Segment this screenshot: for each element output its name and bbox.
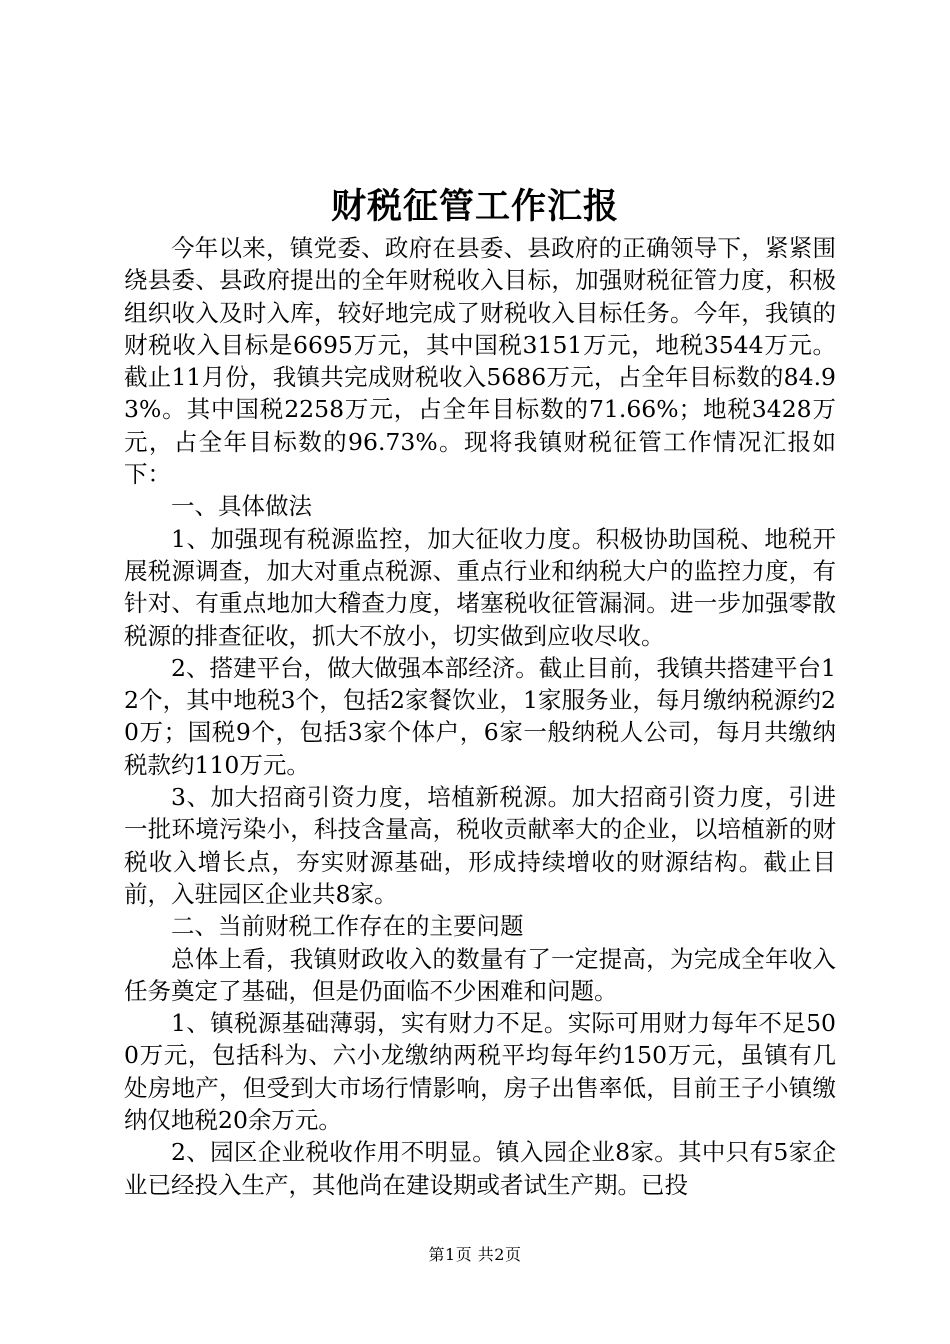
problem-item-1: 1、镇税源基础薄弱，实有财力不足。实际可用财力每年不足500万元，包括科为、六小龙缴纳两税平均每年约150万元，虽镇有几处房地产，但受到大市场行情影响，房子出售率低，目前王子小镇缴纳仅地税20余万元。 [124, 1009, 836, 1135]
section-heading-problems: 二、当前财税工作存在的主要问题 [171, 912, 524, 941]
practice-item-1: 1、加强现有税源监控，加大征收力度。积极协助国税、地税开展税源调查，加大对重点税源、重点行业和纳税大户的监控力度，有针对、有重点地加大稽查力度，堵塞税收征管漏洞。进一步加强零散税源的排查征收，抓大不放小，切实做到应收尽收。 [124, 524, 836, 650]
problem-item-2: 2、园区企业税收作用不明显。镇入园企业8家。其中只有5家企业已经投入生产，其他尚在建设期或者试生产期。已投 [124, 1138, 836, 1199]
practice-item-3: 3、加大招商引资力度，培植新税源。加大招商引资力度，引进一批环境污染小，科技含量高，税收贡献率大的企业，以培植新的财税收入增长点，夯实财源基础，形成持续增收的财源结构。截止目前，入驻园区企业共8家。 [124, 783, 836, 908]
problems-overview-paragraph: 总体上看，我镇财政收入的数量有了一定提高，为完成全年收入任务奠定了基础，但是仍面临不少困难和问题。 [124, 944, 836, 1005]
intro-paragraph: 今年以来，镇党委、政府在县委、县政府的正确领导下，紧紧围绕县委、县政府提出的全年财税收入目标，加强财税征管力度，积极组织收入及时入库，较好地完成了财税收入目标任务。今年，我镇的财税收入目标是6695万元，其中国税3151万元，地税3544万元。截止11月份，我镇共完成财税收入5686万元，占全年目标数的84.93%。其中国税2258万元，占全年目标数的71.66%；地税3428万元，占全年目标数的96.73%。现将我镇财税征管工作情况汇报如下： [124, 234, 836, 489]
document-title: 财税征管工作汇报 [330, 186, 619, 227]
section-heading-practices: 一、具体做法 [171, 492, 312, 521]
document-body [124, 232, 836, 1201]
page-footer: 第1页 共2页 [428, 1245, 522, 1264]
practice-item-2: 2、搭建平台，做大做强本部经济。截止目前，我镇共搭建平台12个，其中地税3个，包括2家餐饮业，1家服务业，每月缴纳税源约20万；国税9个，包括3家个体户，6家一般纳税人公司，每月共缴纳税款约110万元。 [124, 653, 836, 779]
